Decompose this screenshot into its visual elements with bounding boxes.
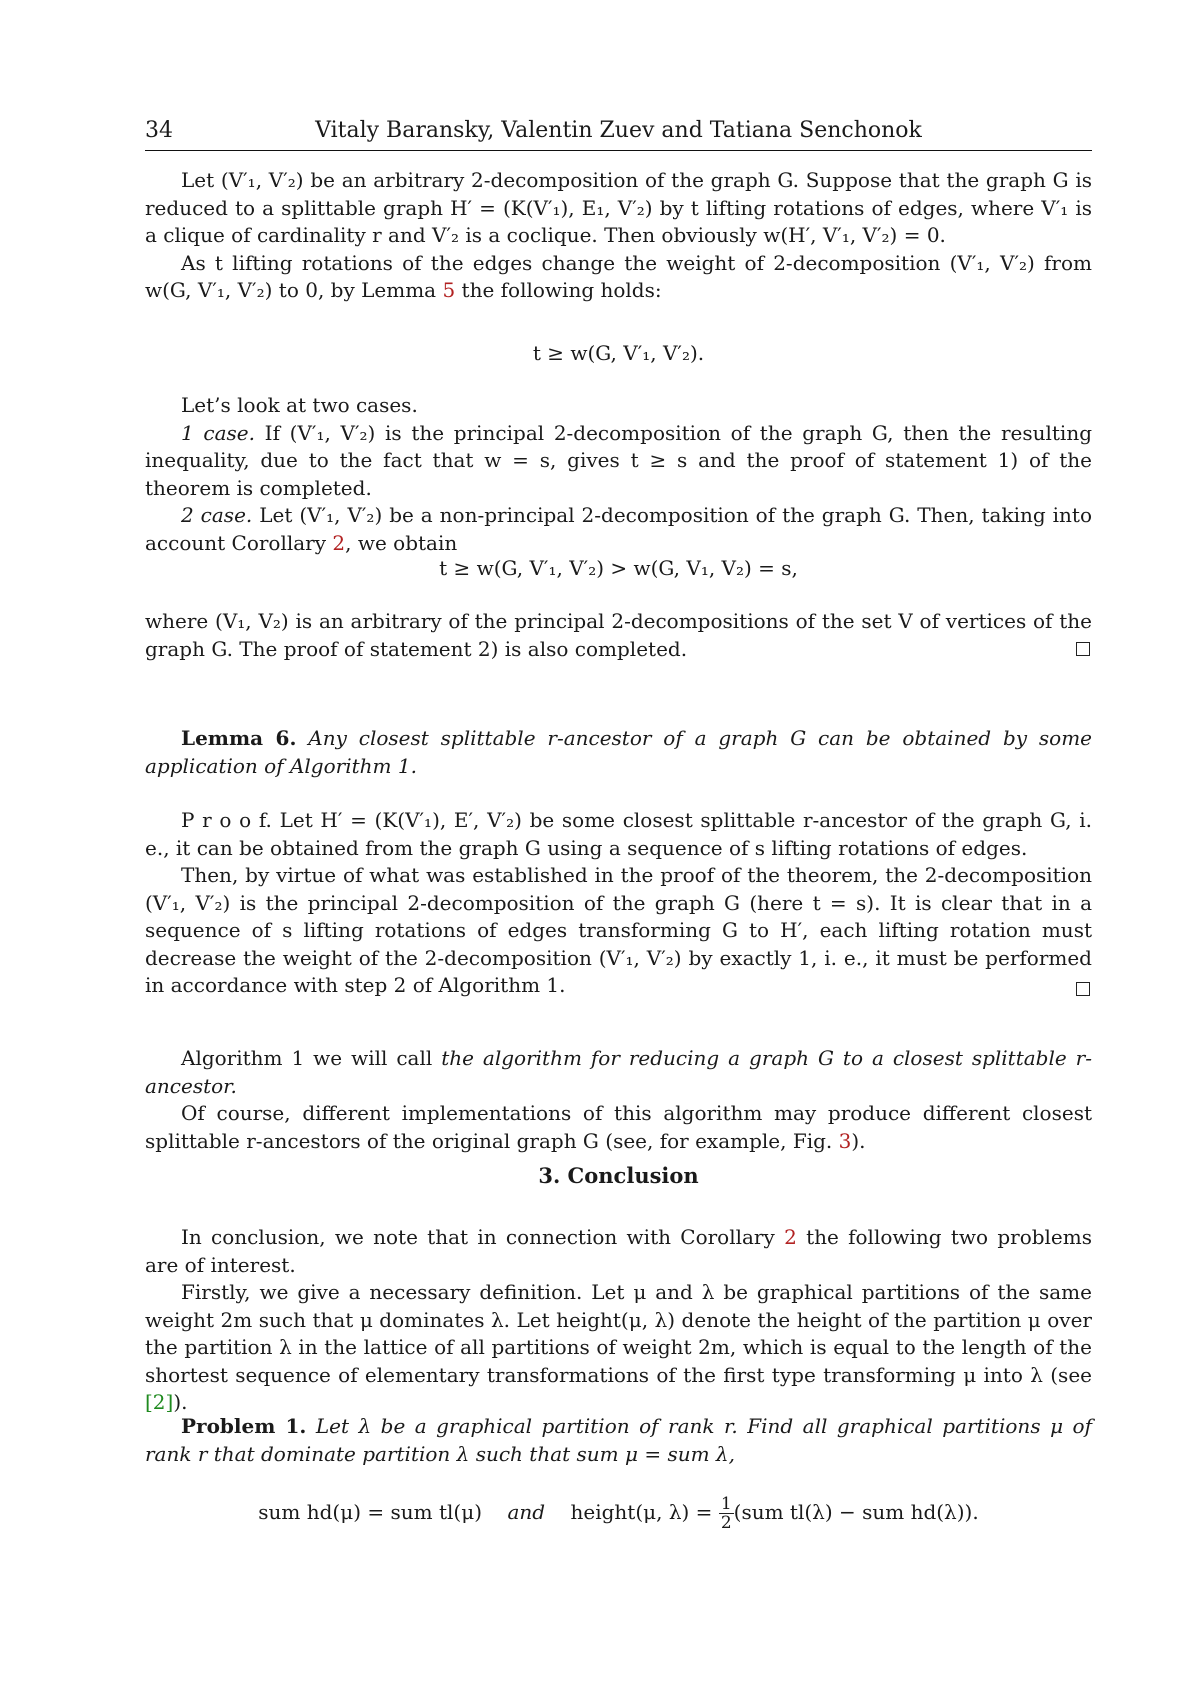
algorithm-name-italic: the algorithm for reducing a graph G to a closest splittable r-ancestor. xyxy=(145,1046,1092,1098)
text-span: , we obtain xyxy=(345,530,458,555)
corollary-ref-link[interactable]: 2 xyxy=(332,530,346,555)
text-span: ). xyxy=(851,1128,866,1153)
section-title-conclusion: 3. Conclusion xyxy=(538,1163,699,1188)
lemma-6-statement xyxy=(145,725,1092,780)
lemma-6-label: Lemma 6. xyxy=(181,726,297,750)
text-span: ). xyxy=(173,1390,188,1414)
equation-right-b: (sum tl(λ) − sum hd(λ)). xyxy=(733,1500,979,1524)
fraction-one-half xyxy=(719,1495,734,1532)
figure-ref-link[interactable]: 3 xyxy=(838,1128,852,1153)
problem-1 xyxy=(145,1413,1092,1468)
algorithm-note xyxy=(145,1045,1092,1155)
equation-2: t ≥ w(G, V′₁, V′₂) > w(G, V₁, V₂) = s, xyxy=(439,556,798,580)
paragraph-case-2 xyxy=(145,502,1092,557)
conclusion-paragraph-2 xyxy=(145,1279,1092,1417)
equation-left: sum hd(μ) = sum tl(μ) xyxy=(258,1500,483,1524)
text-span: Algorithm 1 we will call xyxy=(181,1046,442,1070)
text-span: the following two problems are of interest. xyxy=(145,1225,1092,1277)
paragraph-decomposition: Let (V′₁, V′₂) be an arbitrary 2-decomposition of the graph G. Suppose that the graph G is reduced to a splittable graph H′ = (K(V′₁), E₁, V′₂) by t lifting rotations of edges, where V′₁ is a clique of cardinality r and V′₂ is a coclique. Then obviously w(H′, V′₁, V′₂) = 0. xyxy=(145,168,1092,247)
text-span: If (V′₁, V′₂) is the principal 2-decomposition of the graph G, then the resulting inequality, due to the fact that w = s, gives t ≥ s and the proof of statement 1) of the theorem is completed. xyxy=(145,420,1093,500)
fraction-numerator: 1 xyxy=(720,1494,732,1514)
case-2-label: 2 case. xyxy=(181,503,253,527)
text-span: Let (V′₁, V′₂) be a non-principal 2-decomposition of the graph G. Then, taking into account Corollary xyxy=(145,503,1092,555)
text-span: In conclusion, we note that in connection with Corollary xyxy=(181,1225,785,1249)
proof-paragraph-2: Then, by virtue of what was established in the proof of the theorem, the 2-decomposition (V′₁, V′₂) is the principal 2-decomposition of the graph G (here t = s). It is clear that in a sequence of s lifting rotations of edges transforming G to H′, each lifting rotation must decrease the weight of the 2-decomposition (V′₁, V′₂) by exactly 1, i. e., it must be performed in accordance with step 2 of Algorithm 1. xyxy=(145,863,1092,997)
lemma-6-proof xyxy=(145,807,1092,1000)
proof-continuation xyxy=(145,167,1092,305)
text-span: Firstly, we give a necessary definition. Let μ and λ be graphical partitions of the same weight 2m such that μ dominates λ. Let height(μ, λ) denote the height of the partition μ over the partition λ in the lattice of all partitions of weight 2m, which is equal to the length of the shortest sequence of elementary transformations of the first type transforming μ into λ (see xyxy=(145,1280,1092,1387)
fraction-denominator: 2 xyxy=(720,1513,732,1533)
equation-and: and xyxy=(507,1500,546,1524)
algorithm-name-paragraph xyxy=(145,1045,1092,1100)
text-span: the following holds: xyxy=(455,278,662,302)
running-header xyxy=(145,118,1092,151)
paragraph-lifting-rotations xyxy=(145,250,1092,305)
paragraph-proof-completed: where (V₁, V₂) is an arbitrary of the principal 2-decompositions of the set V of vertices of the graph G. The proof of statement 2) is also completed. xyxy=(145,609,1092,661)
qed-square xyxy=(1076,642,1090,656)
problem-1-label: Problem 1. xyxy=(181,1414,307,1438)
proof-end xyxy=(145,608,1092,663)
page-number: 34 xyxy=(145,118,173,143)
conclusion-paragraph-1 xyxy=(145,1224,1092,1279)
problem-1-statement xyxy=(145,1413,1092,1468)
case-1-label: 1 case. xyxy=(181,420,255,445)
qed-square xyxy=(1076,982,1090,996)
citation-link[interactable]: [2] xyxy=(145,1390,174,1414)
corollary-ref-link[interactable]: 2 xyxy=(784,1225,797,1249)
text-span: As t lifting rotations of the edges change the weight of 2-decomposition (V′₁, V′₂) from w(G, V′₁, V′₂) to 0, by Lemma xyxy=(145,250,1092,302)
cases-block xyxy=(145,392,1092,557)
proof-label: P r o o f. xyxy=(181,808,272,832)
lemma-ref-link[interactable]: 5 xyxy=(442,278,456,302)
equation-1: t ≥ w(G, V′₁, V′₂). xyxy=(532,341,705,365)
equation-right-a: height(μ, λ) = xyxy=(570,1500,713,1524)
paragraph-case-1 xyxy=(145,420,1092,503)
text-span: Of course, different implementations of this algorithm may produce different closest splittable r-ancestors of the original graph G (see, for example, Fig. xyxy=(145,1101,1092,1153)
paragraph-two-cases: Let’s look at two cases. xyxy=(181,393,418,417)
conclusion-body xyxy=(145,1224,1092,1417)
algorithm-implementations-paragraph xyxy=(145,1100,1092,1155)
lemma-6 xyxy=(145,725,1092,780)
lemma-6-text: Any closest splittable r-ancestor of a graph G can be obtained by some application of Algorithm 1. xyxy=(145,726,1092,778)
problem-1-text: Let λ be a graphical partition of rank r. Find all graphical partitions μ of rank r that dominate partition λ such that sum μ = sum λ, xyxy=(145,1414,1092,1466)
problem-1-equation xyxy=(145,1495,1092,1532)
proof-paragraph-1 xyxy=(145,807,1092,862)
text-span: Let H′ = (K(V′₁), E′, V′₂) be some closest splittable r-ancestor of the graph G, i. e., it can be obtained from the graph G using a sequence of s lifting rotations of edges. xyxy=(145,808,1093,860)
running-header-authors: Vitaly Baransky, Valentin Zuev and Tatiana Senchonok xyxy=(315,118,922,143)
